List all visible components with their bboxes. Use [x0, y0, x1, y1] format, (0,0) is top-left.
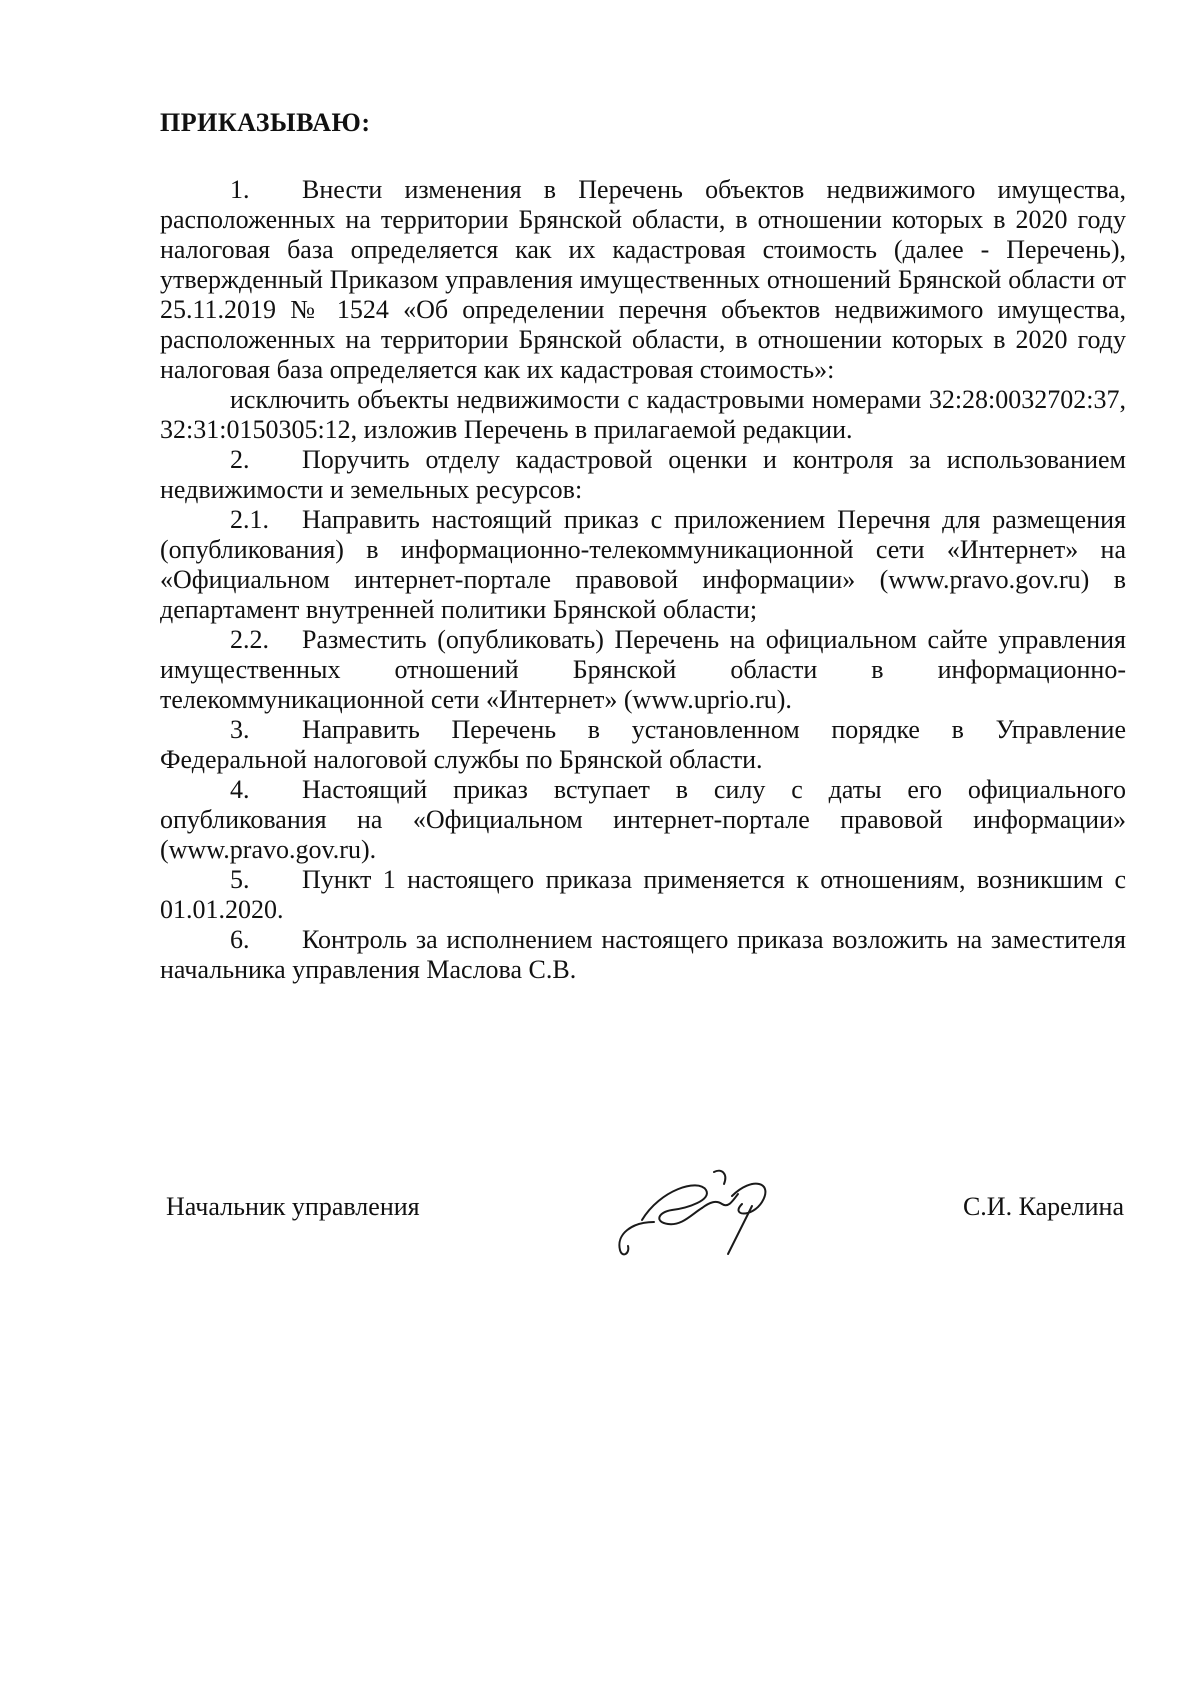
paragraph-number: 4. [230, 775, 250, 804]
paragraph-text: Пункт 1 настоящего приказа применяется к отношениям, возникшим с 01.01.2020. [160, 865, 1126, 924]
signature-block [160, 1178, 1126, 1258]
paragraph-2-1 [160, 505, 1126, 625]
paragraph-4 [160, 775, 1126, 865]
paragraph-1-exclusion [160, 385, 1126, 445]
paragraph-number: 1. [230, 175, 250, 204]
order-body [160, 175, 1126, 985]
paragraph-1 [160, 175, 1126, 385]
signatory-name: С.И. Карелина [962, 1192, 1124, 1221]
paragraph-text: Контроль за исполнением настоящего приказа возложить на заместителя начальника управления Маслова С.В. [160, 925, 1126, 984]
paragraph-text: исключить объекты недвижимости с кадастровыми номерами 32:28:0032702:37, 32:31:0150305:12, изложив Перечень в прилагаемой редакции. [160, 385, 1126, 444]
paragraph-number: 5. [230, 865, 250, 894]
paragraph-6 [160, 925, 1126, 985]
paragraph-number: 3. [230, 715, 250, 744]
handwritten-signature [602, 1150, 792, 1260]
paragraph-text: Поручить отделу кадастровой оценки и контроля за использованием недвижимости и земельных ресурсов: [160, 445, 1126, 504]
paragraph-text: Внести изменения в Перечень объектов недвижимого имущества, расположенных на территории Брянской области, в отношении которых в 2020 году налоговая база определяется как их кадастровая стоимость (далее - Перечень), утвержденный Приказом управления имущественных отношений Брянской области от 25.11.2019 № 1524 «Об определении перечня объектов недвижимого имущества, расположенных на территории Брянской области, в отношении которых в 2020 году налоговая база определяется как их кадастровая стоимость»: [160, 175, 1126, 384]
paragraph-text: Разместить (опубликовать) Перечень на официальном сайте управления имущественных отношений Брянской области в информационно-телекоммуникационной сети «Интернет» (www.uprio.ru). [160, 625, 1126, 714]
paragraph-3 [160, 715, 1126, 775]
paragraph-number: 2.2. [230, 625, 269, 654]
paragraph-text: Настоящий приказ вступает в силу с даты его официального опубликования на «Официальном интернет-портале правовой информации» (www.pravo.gov.ru). [160, 775, 1126, 864]
paragraph-number: 6. [230, 925, 250, 954]
paragraph-5 [160, 865, 1126, 925]
signatory-position: Начальник управления [166, 1192, 420, 1221]
paragraph-2 [160, 445, 1126, 505]
paragraph-number: 2.1. [230, 505, 269, 534]
paragraph-2-2 [160, 625, 1126, 715]
paragraph-text: Направить настоящий приказ с приложением Перечня для размещения (опубликования) в информационно-телекоммуникационной сети «Интернет» на «Официальном интернет-портале правовой информации» (www.pravo.gov.ru) в департамент внутренней политики Брянской области; [160, 505, 1126, 624]
paragraph-number: 2. [230, 445, 250, 474]
order-heading: ПРИКАЗЫВАЮ: [160, 108, 371, 137]
paragraph-text: Направить Перечень в установленном порядке в Управление Федеральной налоговой службы по Брянской области. [160, 715, 1126, 774]
